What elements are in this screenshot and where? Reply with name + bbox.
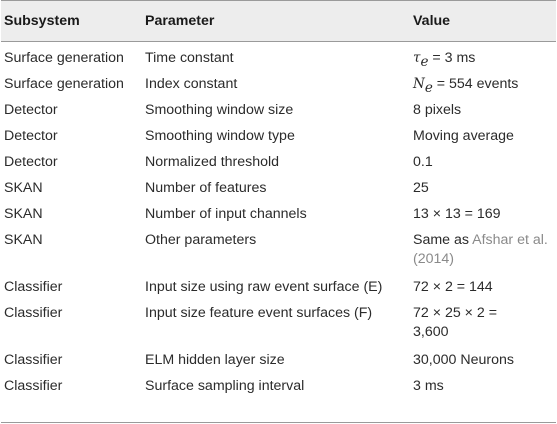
table-row [1,153,556,179]
parameter-cell: Number of features [145,180,267,196]
table-row [1,127,556,153]
subsystem-cell: SKAN [4,206,43,222]
table-bottom-rule [1,422,556,423]
n-subscript: e [424,79,433,96]
table-row [1,377,556,403]
table-row [1,278,556,304]
table-row [1,304,556,351]
subsystem-cell: SKAN [4,232,43,248]
value-cell [413,49,556,72]
value-cell: 30,000 Neurons [413,352,514,368]
header-subsystem: Subsystem [4,13,80,29]
table-body [1,42,556,403]
value-prefix: Same as [413,232,473,248]
parameter-cell: Normalized threshold [145,154,280,170]
subsystem-cell: Detector [4,154,58,170]
value-cell: 13 × 13 = 169 [413,206,501,222]
subsystem-cell: Surface generation [4,50,124,66]
value-cell [413,231,556,269]
subsystem-cell: Classifier [4,279,63,295]
tau-value: = 3 ms [428,50,476,66]
value-cell: 0.1 [413,154,433,170]
subsystem-cell: Detector [4,128,58,144]
parameter-cell: ELM hidden layer size [145,352,285,368]
header-value: Value [413,13,451,29]
table-row [1,179,556,205]
parameter-cell: Surface sampling interval [145,378,305,394]
table-row [1,351,556,377]
subsystem-cell: Detector [4,102,58,118]
parameter-table [1,0,556,403]
n-value: = 554 events [432,76,519,92]
parameter-cell: Smoothing window type [145,128,295,144]
table-header [1,0,556,42]
header-parameter: Parameter [145,13,215,29]
value-cell: 72 × 2 = 144 [413,279,493,295]
value-cell: 8 pixels [413,102,462,118]
value-line-1: 72 × 25 × 2 = [413,305,498,321]
value-cell [413,304,556,342]
n-symbol: N [413,76,425,92]
value-cell: 25 [413,180,429,196]
value-cell: 3 ms [413,378,444,394]
tau-subscript: e [420,53,429,70]
tau-symbol: τ [413,50,421,66]
parameter-cell: Number of input channels [145,206,307,222]
citation-link[interactable]: Afshar et al. (2014) [413,232,548,267]
table-row [1,75,556,101]
subsystem-cell: Classifier [4,378,63,394]
parameter-cell: Smoothing window size [145,102,294,118]
parameter-cell: Index constant [145,76,238,92]
subsystem-cell: Surface generation [4,76,124,92]
table-row [1,101,556,127]
value-cell: Moving average [413,128,514,144]
parameter-cell: Input size using raw event surface (E) [145,279,383,295]
parameter-cell: Time constant [145,50,234,66]
subsystem-cell: SKAN [4,180,43,196]
subsystem-cell: Classifier [4,352,63,368]
table-row [1,231,556,278]
subsystem-cell: Classifier [4,305,63,321]
table-row [1,205,556,231]
value-line-2: 3,600 [413,324,449,340]
parameter-cell: Input size feature event surfaces (F) [145,305,373,321]
value-cell [413,75,556,98]
table-row [1,49,556,75]
parameter-cell: Other parameters [145,232,257,248]
